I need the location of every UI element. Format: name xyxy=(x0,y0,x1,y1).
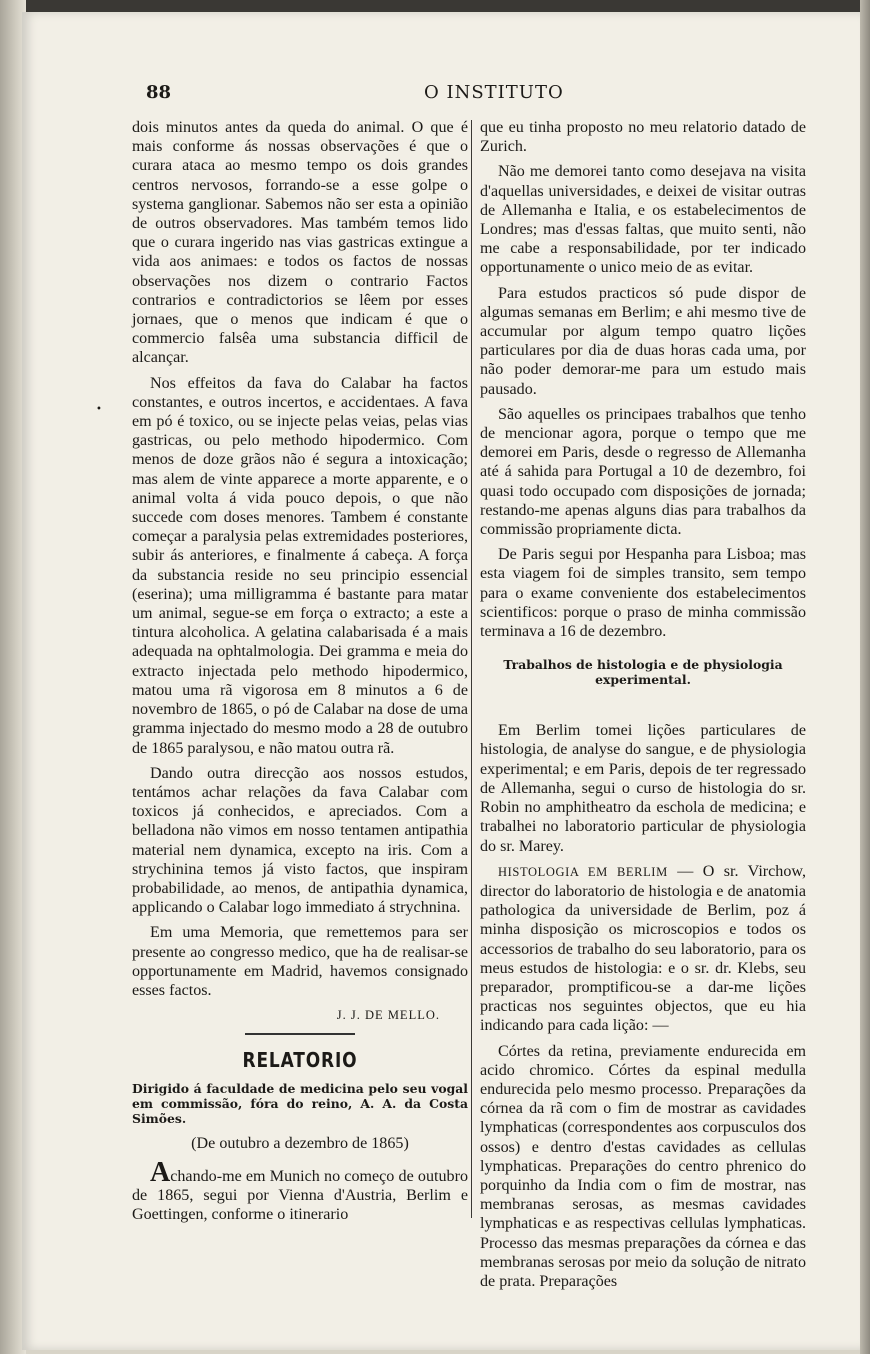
left-paragraph-1: dois minutos antes da queda do animal. O que é mais conforme ás nossas observações é que o curara ataca ao mesmo tempo os dois grandes centros nervosos, forrando-se a esse golpe o systema ganglionar. Sabemos não ser esta a opinião de outros observadores. Mas também temos lido que o curara ingerido nas vias gastricas extingue a vida aos animaes: e todos os factos de nossas observações nos dizem o contrario Factos contrarios e contradictorios se lêem por esses jornaes, que o menos que indicam é que o commercio falsêa uma substancia difficil de alcançar. xyxy=(132,119,468,367)
drop-cap: A xyxy=(150,1156,171,1188)
right-column xyxy=(480,118,806,1290)
running-title: O INSTITUTO xyxy=(424,82,564,103)
right-paragraph-7 xyxy=(480,862,806,1036)
left-paragraph-5-text: chando-me em Munich no começo de outubro de 1865, segui por Vienna d'Austria, Berlim e Goettingen, conforme o itinerario xyxy=(132,1167,468,1224)
right-paragraph-8: Córtes da retina, previamente endurecida em acido chromico. Córtes da espinal medulla endurecida pelo mesmo processo. Preparações da córnea da rã com o fim de mostrar as cavidades lymphaticas (correspondentes aos corpusculos dos ossos) e dentro d'estas cavidades as cellulas lymphaticas. Preparações do centro phrenico do porquinho da India com o fim de mostrar, nas membranas serosas, as mesmas cavidades lymphaticas e as respectivas cellulas lymphaticas. Processo das mesmas preparações da córnea e das membranas serosas por meio da solução de nitrato de prata. Preparações xyxy=(480,1042,806,1290)
left-paragraph-2: Nos effeitos da fava do Calabar ha factos constantes, e outros incertos, e accidentaes. A fava em pó é toxico, ou se injecte pelas veias, pelas vias gastricas, ou pelo methodo hipodermico. Com menos de doze grãos não é segura a intoxicação; mas alem de vinte apparece a morte apparente, e o animal volta á vida pouco depois, o que não succede com doses menores. Tambem é constante começar a paralysia pelas extremidades posteriores, subir ás anteriores, e finalmente á cabeça. A força da substancia reside no seu principio essencial (eserina); uma milligramma é bastante para matar um animal, segue-se em força o extracto; a este a tintura alcoholica. A gelatina calabarisada é a mais adequada na ophtalmologia. Dei gramma e meia do extracto injectada pelo methodo hipodermico, matou uma rã vigorosa em 8 minutos a 6 de novembro de 1865, o pó de Calabar na dose de uma gramma injectado do mesmo modo a 28 de outubro de 1865 paralysou, e não matou outra rã. xyxy=(132,374,468,757)
scan-top-edge xyxy=(0,0,870,12)
page-number: 88 xyxy=(146,82,172,103)
section-title: RELATORIO xyxy=(242,1048,358,1073)
page-header xyxy=(146,82,806,110)
right-paragraph-5: De Paris segui por Hespanha para Lisboa; mas esta viagem foi de simples transito, sem tempo para o exame conveniente dos estabelecimentos scientificos: porque o praso de minha commissão terminava a 16 de dezembro. xyxy=(480,546,806,641)
left-column xyxy=(132,118,468,1224)
author-signature: J. J. DE MELLO. xyxy=(336,1008,440,1023)
subheading: Trabalhos de histologia e de physiologia experimental. xyxy=(503,657,783,688)
right-paragraph-7-text: — O sr. Virchow, director do laboratorio de histologia e de anatomia pathologica da universidade de Berlim, poz á minha disposição os microscopios e todos os accessorios de trabalho do seu laboratorio, para os meus estudos de histologia: e o sr. dr. Klebs, seu preparador, promptificou-se a dar-me lições practicas nos seguintes objectos, que eu hia indicando para cada lição: — xyxy=(480,862,806,1035)
dateline: (De outubro a dezembro de 1865) xyxy=(191,1134,409,1152)
right-paragraph-4: São aquelles os principaes trabalhos que tenho de mencionar agora, porque o tempo que me demorei em Paris, desde o regresso de Allemanha até á sahida para Portugal a 10 de dezembro, foi quasi todo occupado com disposições de jornada; restando-me apenas alguns dias para trabalhos da commissão propriamente dicta. xyxy=(480,405,806,539)
column-rule xyxy=(471,120,472,1218)
margin-dot: • xyxy=(96,404,102,415)
right-paragraph-1: que eu tinha proposto no meu relatorio datado de Zurich. xyxy=(480,119,806,156)
section-subtitle: Dirigido á faculdade de medicina pelo seu vogal em commissão, fóra do reino, A. A. da Costa Simões. xyxy=(132,1080,468,1126)
left-paragraph-5 xyxy=(132,1156,468,1225)
right-paragraph-2: Não me demorei tanto como desejava na visita d'aquellas universidades, e deixei de visitar outras de Allemanha e Italia, e os estabelecimentos de Londres; mas d'essas faltas, que muito senti, não me cabe a responsabilidade, por ter indicado opportunamente o unico meio de as evitar. xyxy=(480,163,806,277)
left-paragraph-4: Em uma Memoria, que remettemos para ser presente ao congresso medico, que ha de realisar-se opportunamente em Madrid, havemos consignado esses factos. xyxy=(132,924,468,999)
page-right-edge xyxy=(860,0,870,1354)
right-paragraph-3: Para estudos practicos só pude dispor de algumas semanas em Berlim; e ahi mesmo tive de accumular por algum tempo quatro lições particulares por dia de duas horas cada uma, por não poder demorar-me para um estudo mais pausado. xyxy=(480,284,806,398)
histologia-label: HISTOLOGIA EM BERLIM xyxy=(498,864,668,879)
left-paragraph-3: Dando outra direcção aos nossos estudos, tentámos achar relações da fava Calabar com toxicos já conhecidos, e apreciados. Com a belladona não vimos em nosso tentamen antipathia material nem dynamica, excepto na iris. Com a strychinina temos já visto factos, que inspiram probabilidade, ao menos, de antipathia dynamica, applicando o Calabar logo immediato á strychnina. xyxy=(132,764,468,917)
right-paragraph-6: Em Berlim tomei lições particulares de histologia, de analyse do sangue, e de physiologia experimental; e em Paris, depois de ter regressado de Allemanha, segui o curso de histologia do sr. Robin no amphitheatro da eschola de medicina; e trabalhei no laboratorio particular de physiologia do sr. Marey. xyxy=(480,722,806,855)
section-divider xyxy=(245,1033,355,1035)
